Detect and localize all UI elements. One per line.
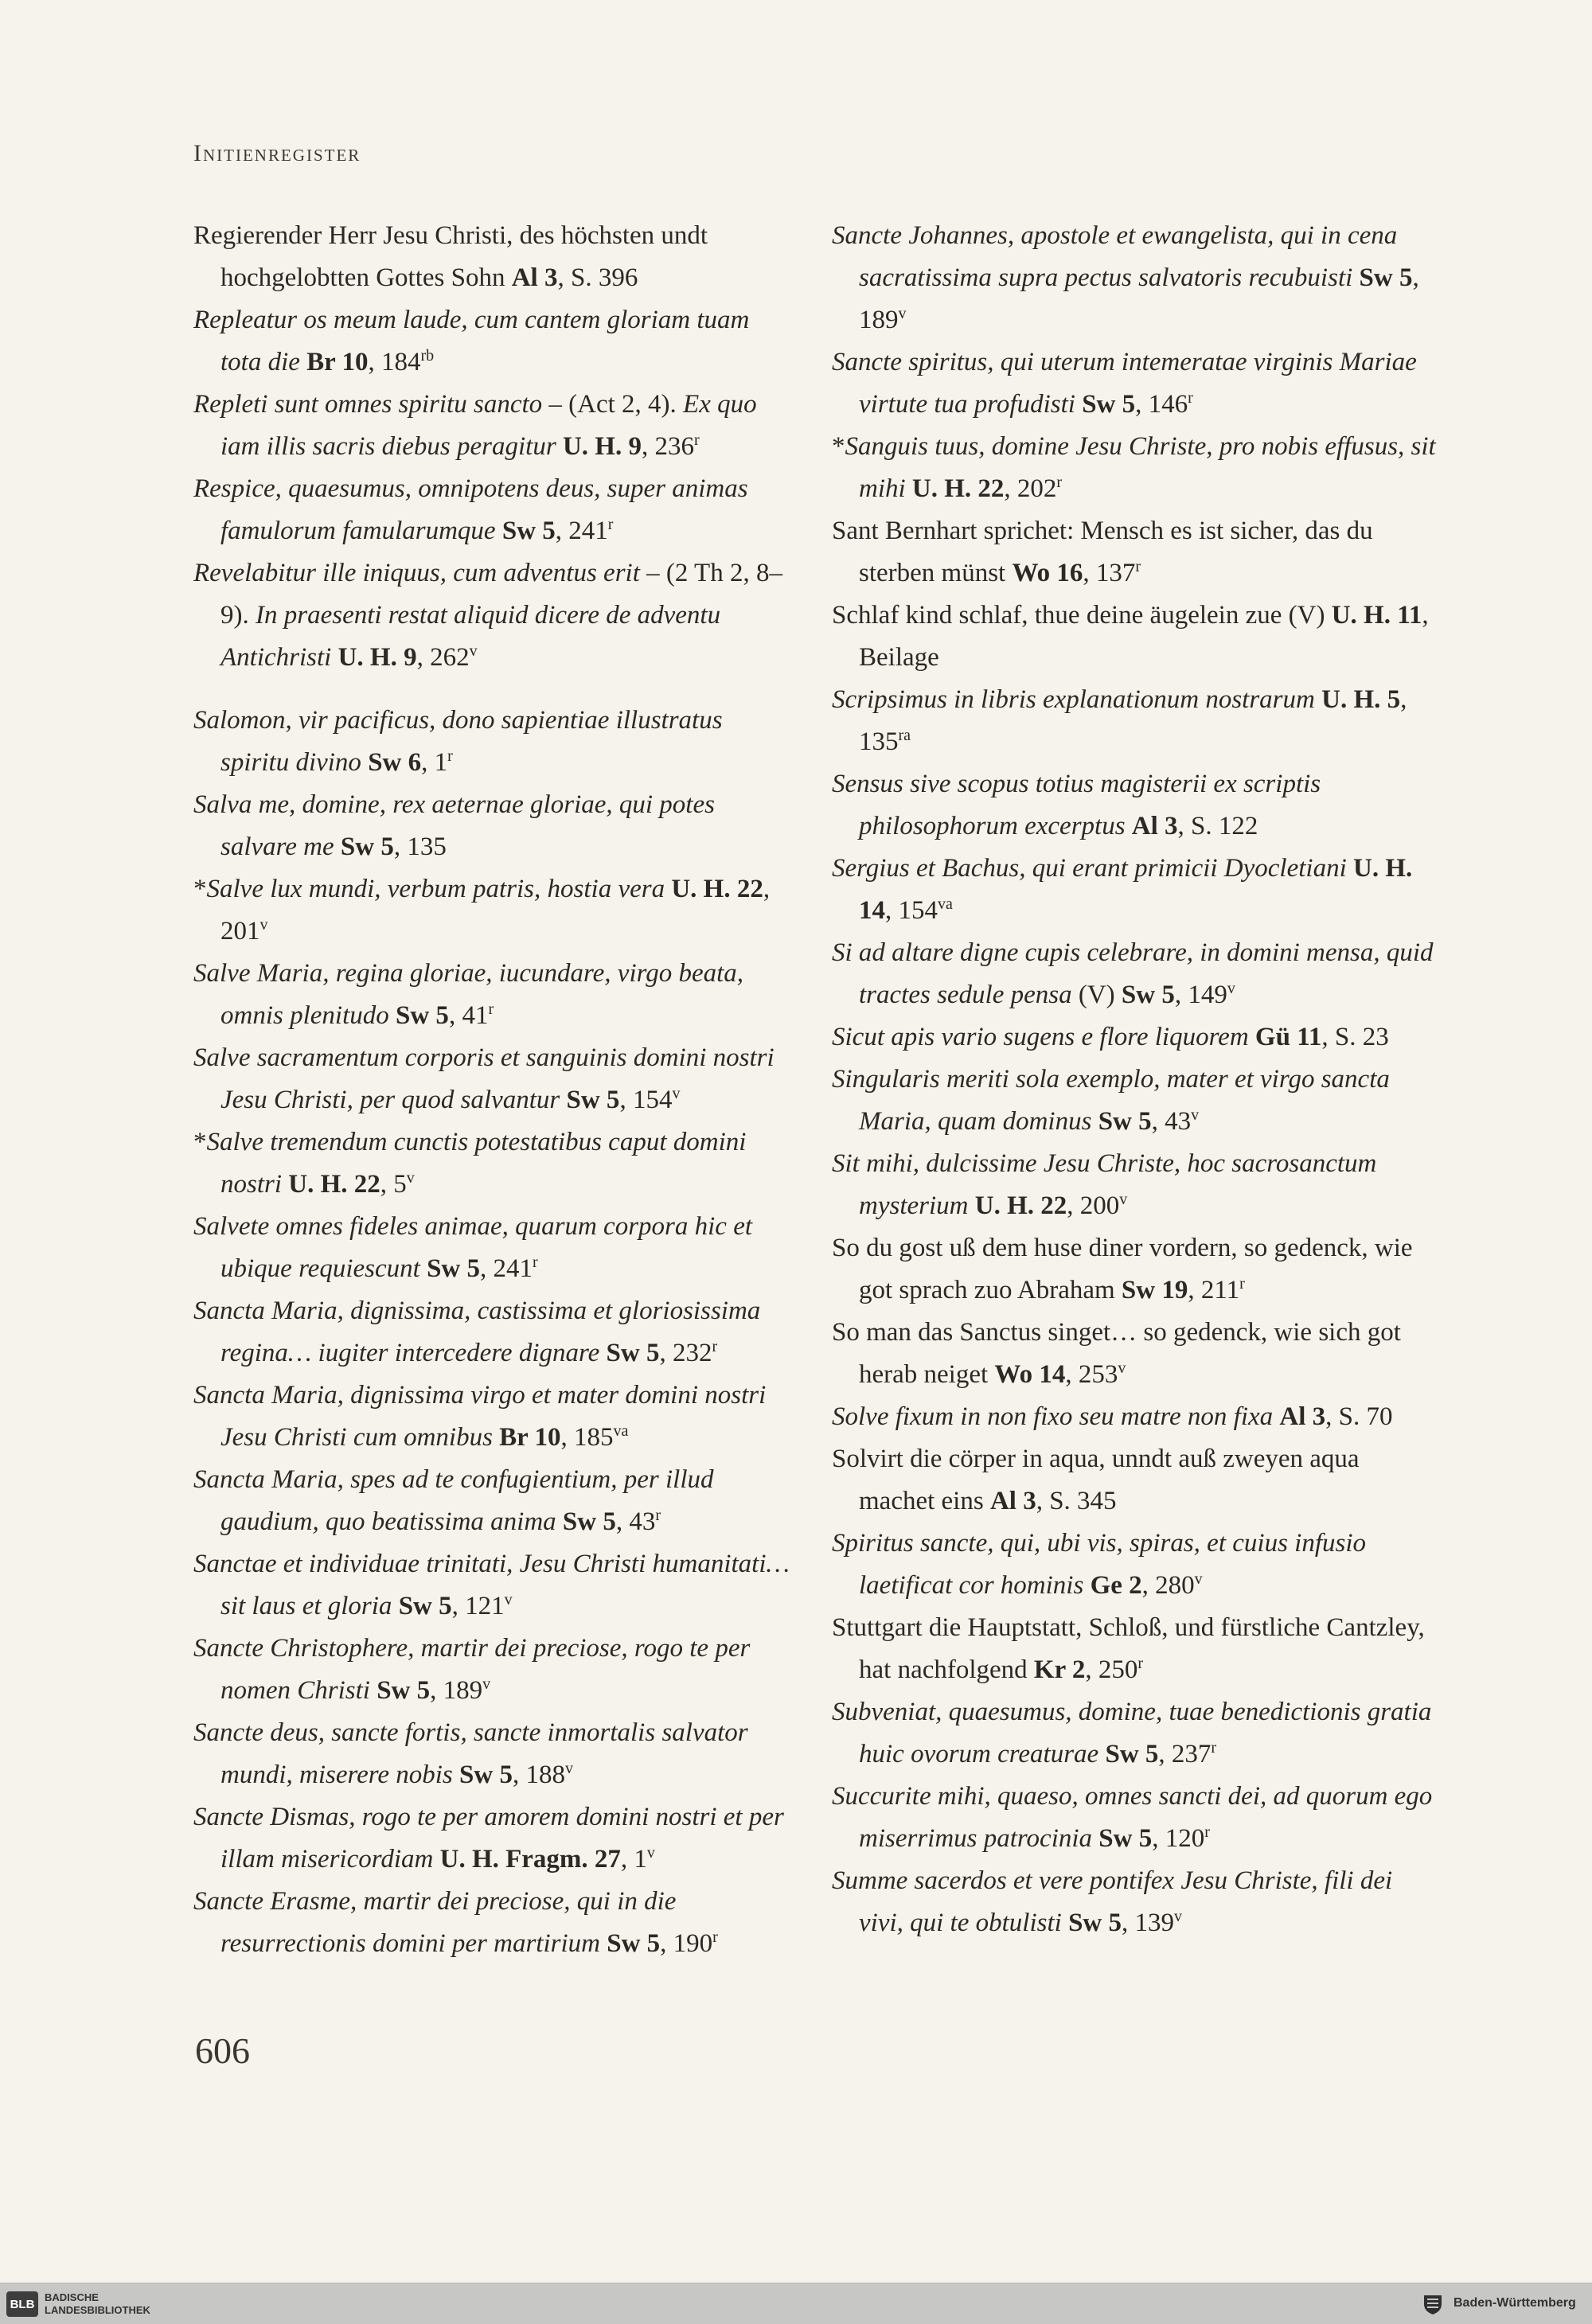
folio-side: r <box>447 747 453 765</box>
entry-text: , 121 <box>451 1592 505 1620</box>
folio-side: v <box>646 1844 655 1862</box>
shelfmark: Sw 5 <box>340 833 394 861</box>
folio-side: v <box>482 1675 491 1693</box>
shelfmark: U. H. 22 <box>974 1191 1067 1220</box>
index-entry <box>832 1227 1437 1312</box>
entry-text: Respice, quaesumus, omnipotens deus, super animas famulorum famularumque <box>193 474 748 545</box>
folio-side: v <box>672 1085 681 1102</box>
entry-text: Salvete omnes fideles animae, quarum corpora hic et ubique requiescunt <box>193 1212 753 1283</box>
shelfmark: Sw 19 <box>1121 1276 1188 1304</box>
entry-text: , 185 <box>560 1423 614 1452</box>
entry-text: Si ad altare digne cupis celebrare, in domini mensa, quid tractes sedule pensa <box>832 938 1434 1009</box>
shelfmark: U. H. 22 <box>911 474 1005 503</box>
shelfmark: Sw 5 <box>1068 1909 1122 1937</box>
folio-side: va <box>938 895 953 913</box>
entry-text: Sancte spiritus, qui uterum intemeratae virginis Mariae virtute tua profudisti <box>832 348 1417 419</box>
entry-text: Spiritus sancte, qui, ubi vis, spiras, et cuius infusio laetificat cor hominis <box>832 1529 1367 1600</box>
entry-text: , S. 122 <box>1177 812 1258 840</box>
entry-text: , 202 <box>1004 474 1057 503</box>
entry-text: Schlaf kind schlaf, thue deine äugelein zue (V) <box>832 601 1332 630</box>
index-entry <box>193 953 790 1037</box>
entry-text: (V) <box>1078 981 1122 1009</box>
entry-text: Salve sacramentum corporis et sanguinis domini nostri Jesu Christi, per quod salvantur <box>193 1043 775 1114</box>
entry-text: Salve Maria, regina gloriae, iucundare, virgo beata, omnis plenitudo <box>193 959 744 1030</box>
folio-side: r <box>655 1507 661 1524</box>
entry-text: Sanguis tuus, domine Jesu Christe, pro nobis effusus, sit mihi <box>845 432 1436 503</box>
shelfmark: U. H. 5 <box>1321 685 1401 714</box>
entry-text: Sergius et Bachus, qui erant primicii Dyocletiani <box>832 854 1354 883</box>
entry-text: , 135 <box>393 833 447 861</box>
shelfmark: U. H. 9 <box>562 432 642 461</box>
entry-text: Regierender Herr Jesu Christi, des höchsten undt hochgelobtten Gottes Sohn <box>193 221 708 292</box>
shelfmark: Sw 5 <box>562 1507 616 1536</box>
shelfmark: Sw 5 <box>1359 263 1413 292</box>
entry-text: , 41 <box>448 1001 489 1030</box>
shelfmark: Sw 5 <box>606 1339 660 1367</box>
folio-side: v <box>1119 1191 1128 1208</box>
entry-text: , 43 <box>615 1507 656 1536</box>
index-entry <box>832 1396 1437 1438</box>
running-header: Initienregister <box>193 140 361 166</box>
shelfmark: U. H. 14 <box>859 854 1413 925</box>
folio-side: ra <box>898 727 911 744</box>
entry-text: , 188 <box>512 1761 565 1789</box>
folio-side: rb <box>420 347 435 365</box>
entry-text: , S. 23 <box>1321 1023 1389 1051</box>
index-entry <box>193 1543 790 1628</box>
entry-text: , 5 <box>380 1170 407 1199</box>
entry-text: , 1 <box>620 1845 647 1874</box>
index-entry <box>193 700 790 784</box>
entry-text: , 184 <box>368 348 421 376</box>
shelfmark: Ge 2 <box>1090 1571 1142 1600</box>
index-entry <box>193 1881 790 1965</box>
index-entry <box>832 848 1437 932</box>
folio-side: r <box>1137 1655 1144 1672</box>
index-entry <box>193 1037 790 1121</box>
folio-side: v <box>1194 1570 1203 1588</box>
index-entry <box>832 1607 1437 1691</box>
shelfmark: Al 3 <box>511 263 558 292</box>
entry-text: , 241 <box>480 1254 533 1283</box>
library-name <box>45 2291 150 2317</box>
entry-text: Solvirt die cörper in aqua, unndt auß zweyen aqua machet eins <box>832 1445 1360 1515</box>
entry-text: Salve tremendum cunctis potestatibus caput domini nostri <box>206 1128 747 1199</box>
index-entry <box>193 468 790 552</box>
entry-text: , 201 <box>220 875 771 946</box>
folio-side: v <box>1191 1106 1200 1124</box>
index-entry <box>193 1796 790 1881</box>
entry-text: Sancte Johannes, apostole et ewangelista, qui in cena sacratissima supra pectus salvatoris recubuisti <box>832 221 1398 292</box>
index-entry <box>832 1312 1437 1396</box>
folio-side: v <box>469 642 478 660</box>
folio-side: v <box>898 305 907 322</box>
index-entry <box>193 1121 790 1206</box>
index-entry <box>193 1459 790 1543</box>
index-entry <box>193 1375 790 1459</box>
folio-side: v <box>1174 1908 1182 1925</box>
entry-text: , 149 <box>1174 981 1227 1009</box>
index-entry <box>193 384 790 468</box>
right-column <box>832 215 1437 1944</box>
index-entry <box>193 784 790 868</box>
folio-side: r <box>488 1000 494 1018</box>
entry-text: , 253 <box>1065 1360 1118 1389</box>
blb-logo-icon: BLB <box>6 2291 38 2317</box>
entry-text: , 232 <box>659 1339 712 1367</box>
coat-of-arms-icon <box>1421 2293 1445 2315</box>
entry-text: , 154 <box>885 896 938 925</box>
folio-side: r <box>607 516 614 533</box>
entry-text: , 237 <box>1158 1740 1212 1768</box>
shelfmark: Br 10 <box>306 348 369 376</box>
shelfmark: Al 3 <box>1279 1402 1326 1431</box>
entry-text: Subveniat, quaesumus, domine, tuae benedictionis gratia huic ovorum creaturae <box>832 1698 1432 1768</box>
shelfmark: Sw 5 <box>1082 390 1136 419</box>
folio-side: r <box>1211 1739 1217 1757</box>
entry-text: , 211 <box>1188 1276 1240 1304</box>
entry-text: * <box>193 1128 207 1156</box>
entry-text: , 280 <box>1141 1571 1195 1600</box>
footer-bar <box>0 2283 1592 2324</box>
entry-text: Salomon, vir pacificus, dono sapientiae illustratus spiritu divino <box>193 706 723 777</box>
folio-side: va <box>613 1422 629 1440</box>
index-entry <box>832 1860 1437 1944</box>
index-entry <box>832 763 1437 848</box>
library-name-line2: LANDESBIBLIOTHEK <box>45 2304 150 2316</box>
index-entry <box>832 595 1437 679</box>
shelfmark: Sw 5 <box>377 1676 431 1705</box>
index-entry <box>193 1628 790 1712</box>
entry-text: Sancte deus, sancte fortis, sancte inmortalis salvator mundi, miserere nobis <box>193 1718 748 1789</box>
entry-text: In praesenti restat aliquid dicere de adventu Antichristi <box>220 601 721 672</box>
folio-side: r <box>712 1928 718 1946</box>
entry-text: – (2 Th 2, 8–9). <box>220 559 782 630</box>
entry-text: , 135 <box>859 685 1407 756</box>
shelfmark: Kr 2 <box>1033 1655 1086 1684</box>
entry-text: Ex quo iam illis sacris diebus peragitur <box>220 390 757 461</box>
entry-text: Sanctae et individuae trinitati, Jesu Christi humanitati… sit laus et gloria <box>193 1550 790 1620</box>
entry-text: Revelabitur ille iniquus, cum adventus erit <box>193 559 640 587</box>
entry-text: Stuttgart die Hauptstatt, Schloß, und fürstliche Cantzley, hat nachfolgend <box>832 1613 1425 1684</box>
shelfmark: Al 3 <box>989 1487 1036 1515</box>
entry-text: – (Act 2, 4). <box>542 390 684 419</box>
entry-text: Salve lux mundi, verbum patris, hostia vera <box>206 875 672 903</box>
entry-text: , 120 <box>1152 1824 1205 1853</box>
shelfmark: Sw 5 <box>607 1929 661 1958</box>
index-entry <box>832 932 1437 1016</box>
index-entry <box>193 552 790 679</box>
index-entry <box>832 1438 1437 1523</box>
entry-text: , S. 345 <box>1036 1487 1117 1515</box>
index-entry <box>832 215 1437 341</box>
shelfmark: Sw 5 <box>1098 1824 1153 1853</box>
left-column <box>193 215 790 1965</box>
entry-text: , 189 <box>430 1676 483 1705</box>
index-entry <box>832 341 1437 426</box>
entry-text: Repleatur os meum laude, cum cantem gloriam tuam tota die <box>193 306 750 376</box>
entry-text: Salva me, domine, rex aeternae gloriae, qui potes salvare me <box>193 790 715 861</box>
index-entry <box>832 1143 1437 1227</box>
entry-text: Sancte Christophere, martir dei preciose, rogo te per nomen Christi <box>193 1634 751 1705</box>
shelfmark: Gü 11 <box>1254 1023 1322 1051</box>
entry-text: , 262 <box>416 643 470 672</box>
entry-text: Singularis meriti sola exemplo, mater et virgo sancta Maria, quam dominus <box>832 1065 1390 1136</box>
folio-side: r <box>1239 1275 1245 1293</box>
index-entry <box>832 1776 1437 1860</box>
entry-text: Sancta Maria, spes ad te confugientium, per illud gaudium, quo beatissima anima <box>193 1465 714 1536</box>
index-entry <box>832 1691 1437 1776</box>
shelfmark: Wo 14 <box>994 1360 1066 1389</box>
folio-side: r <box>1188 389 1193 407</box>
folio-side: v <box>1118 1359 1126 1377</box>
folio-side: v <box>1227 980 1235 997</box>
entry-text: , 200 <box>1067 1191 1120 1220</box>
entry-text: Sancte Erasme, martir dei preciose, qui in die resurrectionis domini per martirium <box>193 1887 677 1958</box>
entry-text: * <box>832 432 845 461</box>
shelfmark: Sw 5 <box>1121 981 1175 1009</box>
entry-text: Succurite mihi, quaeso, omnes sancti dei, ad quorum ego miserrimus patrocinia <box>832 1782 1433 1853</box>
entry-text: , 139 <box>1122 1909 1174 1937</box>
entry-text: Sant Bernhart sprichet: Mensch es ist sicher, das du sterben münst <box>832 517 1373 587</box>
shelfmark: Sw 5 <box>459 1761 513 1789</box>
entry-text: , 250 <box>1085 1655 1138 1684</box>
entry-text: , 154 <box>619 1086 673 1114</box>
shelfmark: Sw 5 <box>1098 1107 1152 1136</box>
entry-text: Scripsimus in libris explanationum nostrarum <box>832 685 1322 714</box>
shelfmark: Sw 5 <box>566 1086 620 1114</box>
entry-text: Repleti sunt omnes spiritu sancto <box>193 390 543 419</box>
shelfmark: Wo 16 <box>1012 559 1083 587</box>
index-entry <box>193 1290 790 1375</box>
entry-text: , 189 <box>859 263 1419 334</box>
index-entry <box>832 510 1437 595</box>
folio-side: v <box>406 1169 415 1187</box>
entry-text: Sancta Maria, dignissima, castissima et gloriosissima regina… iugiter intercedere dignare <box>193 1297 761 1367</box>
entry-text: * <box>193 875 207 903</box>
shelfmark: Sw 5 <box>396 1001 449 1030</box>
shelfmark: Br 10 <box>499 1423 561 1452</box>
entry-text: , 241 <box>555 517 608 545</box>
index-entry <box>193 868 790 953</box>
entry-text: , 137 <box>1083 559 1136 587</box>
shelfmark: Sw 5 <box>427 1254 480 1283</box>
entry-text: , Beilage <box>859 601 1429 672</box>
shelfmark: U. H. 22 <box>671 875 763 903</box>
shelfmark: Sw 5 <box>398 1592 452 1620</box>
shelfmark: U. H. 9 <box>338 643 417 672</box>
index-entry <box>193 1712 790 1796</box>
entry-text: Sancte Dismas, rogo te per amorem domini nostri et per illam misericordiam <box>193 1803 784 1874</box>
index-entry <box>193 215 790 299</box>
entry-text: Sicut apis vario sugens e flore liquorem <box>832 1023 1255 1051</box>
entry-text: Solve fixum in non fixo seu matre non fixa <box>832 1402 1280 1431</box>
entry-text: So du gost uß dem huse diner vordern, so gedenck, wie got sprach zuo Abraham <box>832 1234 1413 1304</box>
index-entry <box>832 679 1437 763</box>
shelfmark: U. H. 11 <box>1331 601 1422 630</box>
folio-side: r <box>1135 558 1141 575</box>
index-entry <box>832 1523 1437 1607</box>
entry-text: , 43 <box>1151 1107 1192 1136</box>
entry-text: Sit mihi, dulcissime Jesu Christe, hoc sacrosanctum mysterium <box>832 1149 1377 1220</box>
shelfmark: U. H. Fragm. 27 <box>439 1845 621 1874</box>
entry-text: , S. 70 <box>1325 1402 1393 1431</box>
folio-side: r <box>693 431 700 449</box>
folio-side: r <box>533 1254 538 1271</box>
index-entry <box>832 426 1437 510</box>
shelfmark: Sw 5 <box>1105 1740 1159 1768</box>
shelfmark: Al 3 <box>1131 812 1178 840</box>
index-entry <box>193 299 790 384</box>
folio-side: r <box>1056 474 1063 491</box>
entry-text: Sancta Maria, dignissima virgo et mater domini nostri Jesu Christi cum omnibus <box>193 1381 767 1452</box>
shelfmark: U. H. 22 <box>288 1170 380 1199</box>
index-entry <box>193 1206 790 1290</box>
shelfmark: Sw 6 <box>368 748 422 777</box>
folio-side: v <box>564 1760 573 1777</box>
library-name-line1: BADISCHE <box>45 2291 99 2303</box>
folio-side: v <box>259 916 268 934</box>
entry-text: , S. 396 <box>557 263 638 292</box>
entry-text: Sensus sive scopus totius magisterii ex scriptis philosophorum excerptus <box>832 770 1321 840</box>
index-entry <box>832 1059 1437 1143</box>
folio-side: r <box>1204 1823 1210 1841</box>
entry-text: , 236 <box>641 432 694 461</box>
entry-text: So man das Sanctus singet… so gedenck, wie sich got herab neiget <box>832 1318 1401 1389</box>
state-name: Baden-Württemberg <box>1453 2296 1576 2310</box>
entry-text: , 1 <box>421 748 448 777</box>
entry-text: Summe sacerdos et vere pontifex Jesu Christe, fili dei vivi, qui te obtulisti <box>832 1866 1393 1937</box>
folio-side: r <box>712 1338 718 1355</box>
shelfmark: Sw 5 <box>501 517 556 545</box>
page-number: 606 <box>195 2030 250 2071</box>
entry-text: , 146 <box>1135 390 1188 419</box>
index-entry <box>832 1016 1437 1059</box>
folio-side: v <box>504 1591 513 1608</box>
entry-text: , 190 <box>660 1929 713 1958</box>
